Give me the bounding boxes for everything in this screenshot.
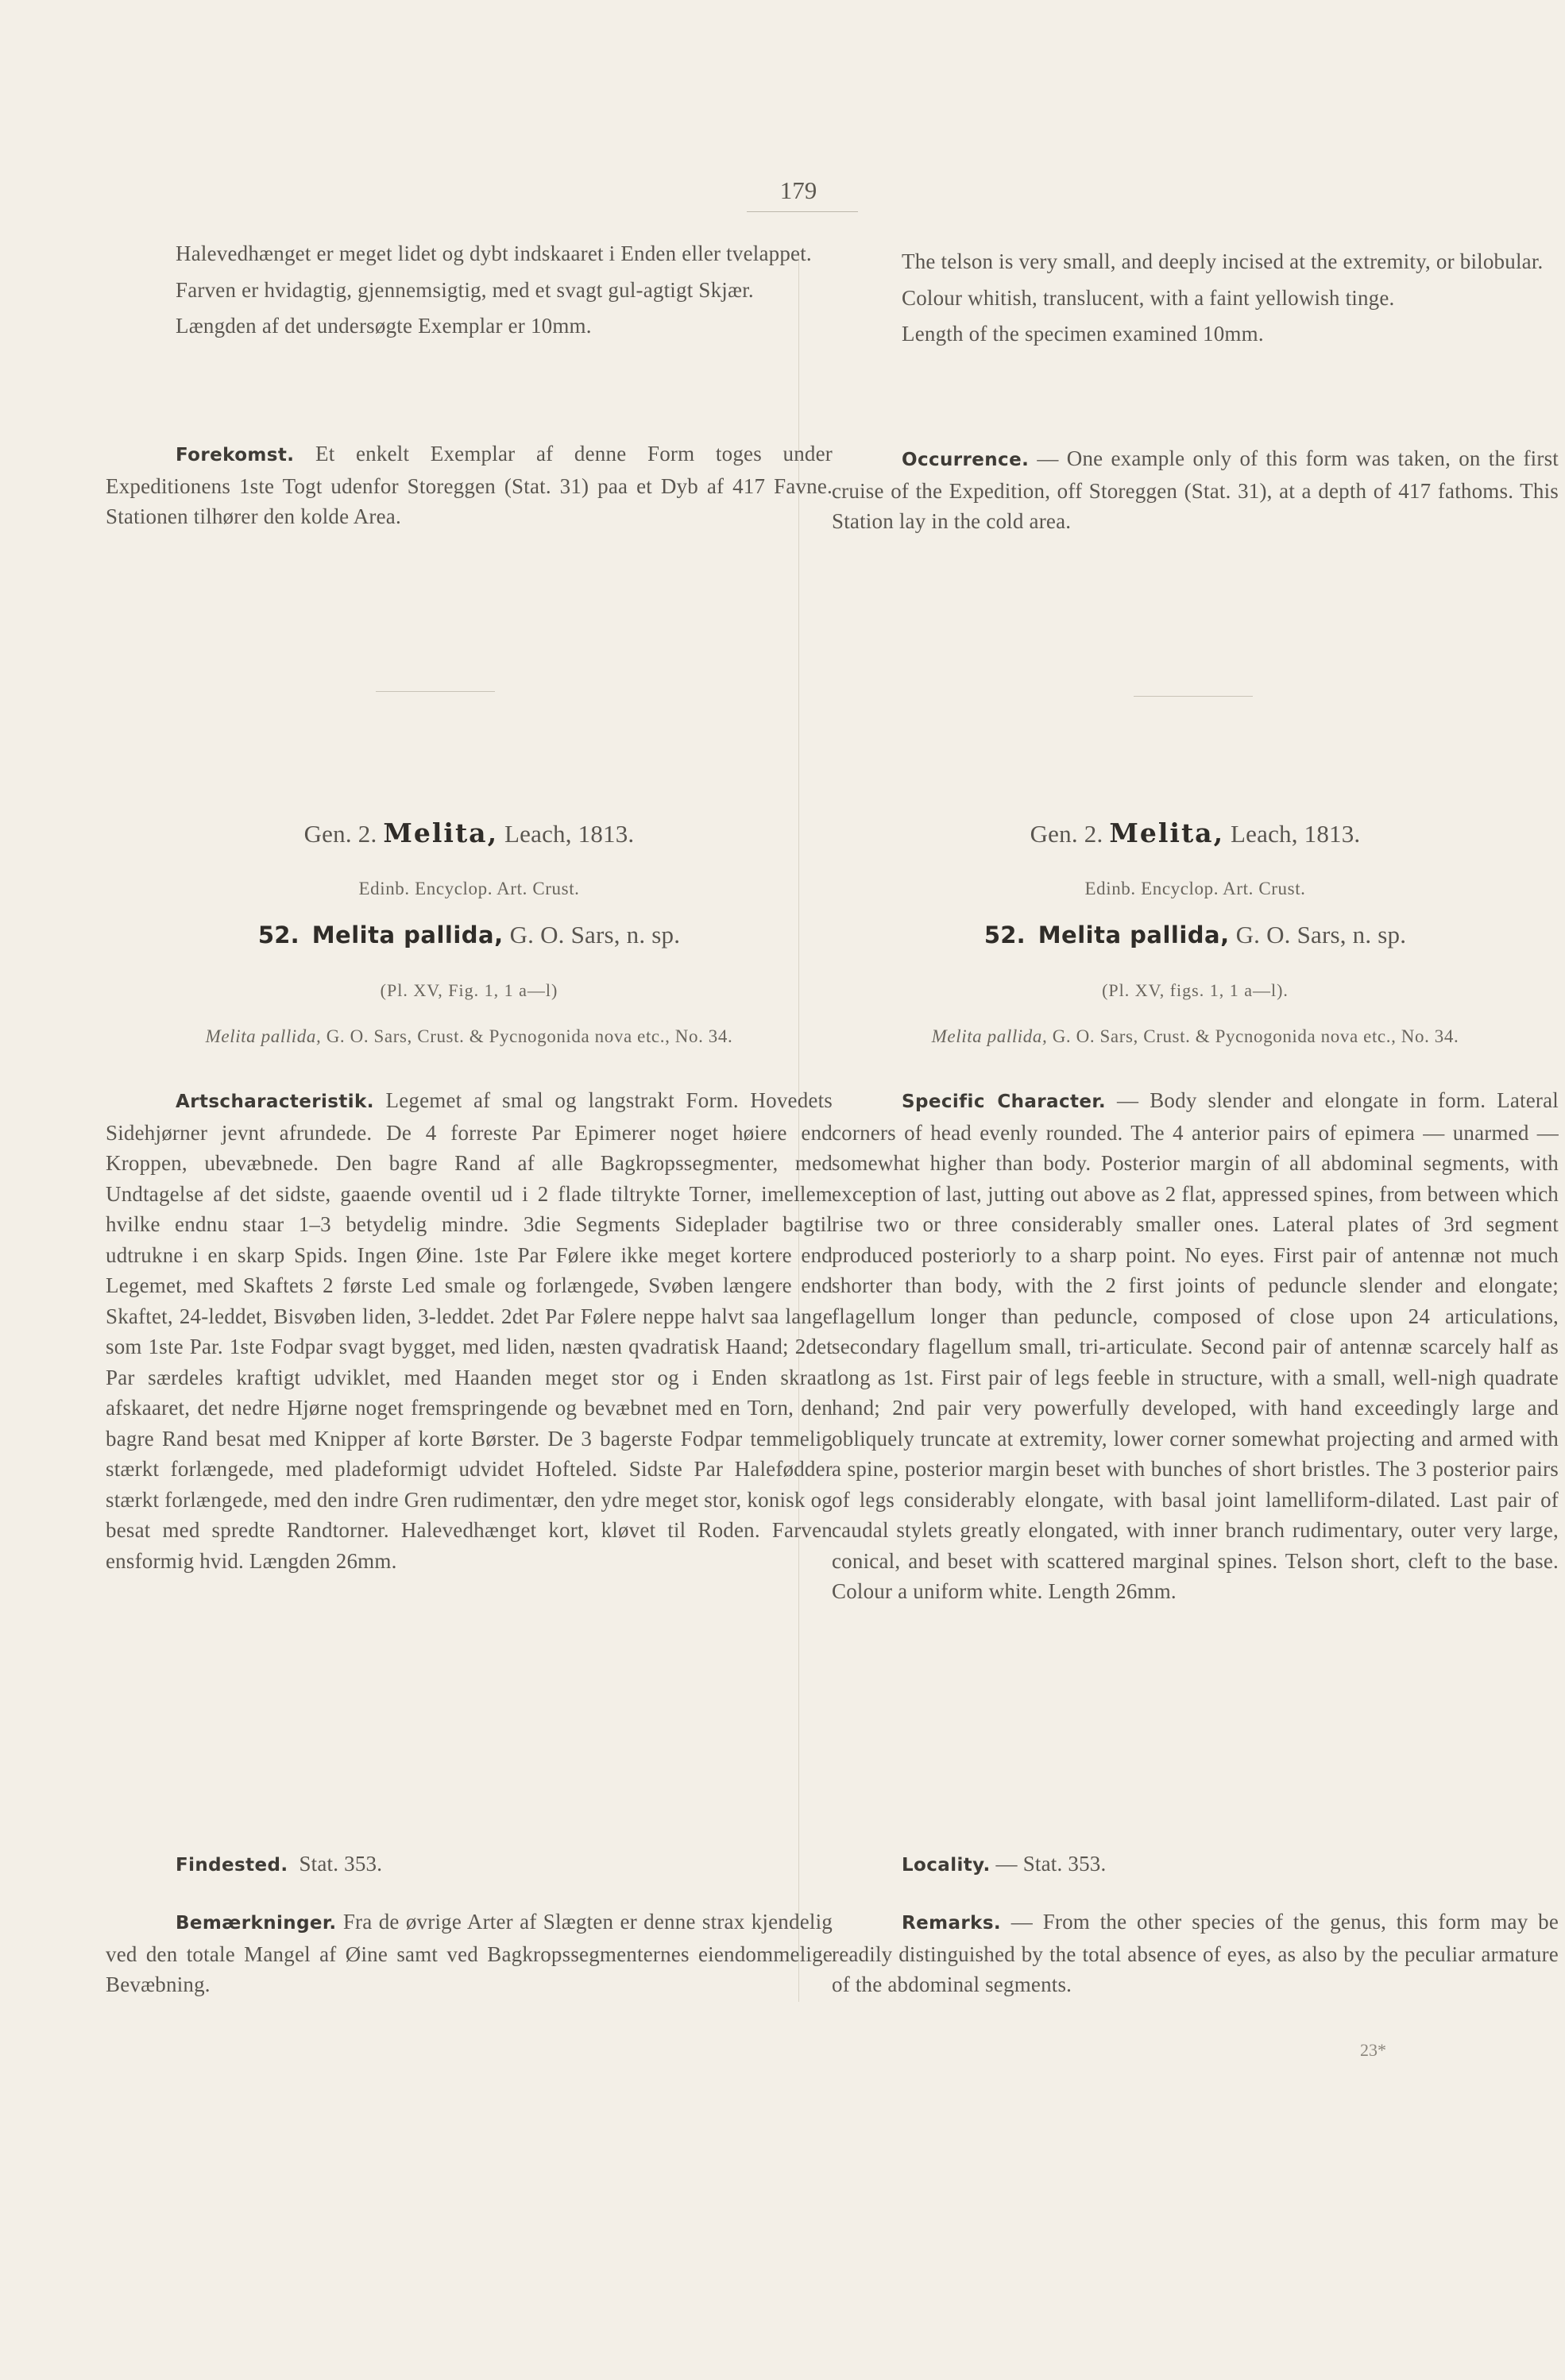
right-locality-text: — Stat. 353. <box>995 1852 1107 1876</box>
right-character-label: Specific Character. <box>902 1091 1106 1112</box>
page-number: 179 <box>779 176 817 204</box>
left-occurrence-label: Forekomst. <box>176 445 295 466</box>
left-section-rule <box>376 691 495 692</box>
right-locality-label: Locality. <box>902 1855 991 1876</box>
right-genus-author: Leach, 1813. <box>1231 820 1361 848</box>
right-synonym-name: Melita pallida, <box>931 1026 1048 1046</box>
left-species-heading <box>106 920 833 951</box>
left-genus-name: Melita, <box>383 817 499 848</box>
right-synonym-line <box>832 1022 1559 1053</box>
left-remarks-label: Bemærkninger. <box>176 1913 337 1934</box>
right-occurrence-paragraph <box>832 443 1559 537</box>
right-occurrence-text: — One example only of this form was taken, on the first cruise of the Expedition, off Storeggen (Stat. 31), at a depth of 417 fathoms. This Station lay in the cold area. <box>832 446 1559 533</box>
left-locality-label: Findested. <box>176 1855 288 1876</box>
right-remarks-label: Remarks. <box>902 1913 1002 1934</box>
left-synonym-line <box>106 1022 833 1053</box>
right-character-text: — Body slender and elongate in form. Lateral corners of head evenly rounded. The 4 anterior pairs of epimera — unarmed — somewhat higher than body. Posterior margin of all abdominal segments, with exception of last, jutting out above as 2 flat, appressed spines, from between which rise two or three considerably smaller ones. Lateral plates of 3rd segment produced posteriorly to a sharp point. No eyes. First pair of antennæ not much shorter than body, with the 2 first joints of peduncle slender and elongate; flagellum longer than peduncle, composed of close upon 24 articulations, secondary flagellum small, tri-articulate. Second pair of antennæ scarcely half as long as 1st. First pair of legs feeble in structure, with a small, well-nigh quadrate hand; 2nd pair very powerfully developed, with hand exceedingly large and obliquely truncate at extremity, lower corner somewhat projecting and armed with a spine, posterior margin beset with bunches of short bristles. The 3 posterior pairs of legs considerably elongate, with basal joint lamelliform-dilated. Last pair of caudal stylets greatly elongated, with inner branch rudimentary, outer very large, conical, and beset with scattered marginal spines. Telson short, cleft to the base. Colour a uniform white. Length 26mm. <box>832 1088 1559 1603</box>
left-character-text: Legemet af smal og langstrakt Form. Hovedets Sidehjørner jevnt afrundede. De 4 forreste Par Epimerer noget høiere end Kroppen, ubevæbnede. Den bagre Rand af alle Bagkropssegmenter, med Undtagelse af det sidste, gaaende oventil ud i 2 flade tiltrykte Torner, imellem hvilke endnu staar 1–3 betydelig mindre. 3die Segments Sideplader bagtil udtrukne i en skarp Spids. Ingen Øine. 1ste Par Følere ikke meget kortere end Legemet, med Skaftets 2 første Led smale og forlængede, Svøben længere end Skaftet, 24-leddet, Bisvøben liden, 3-leddet. 2det Par Følere neppe halvt saa lange som 1ste Par. 1ste Fodpar svagt bygget, med liden, næsten qvadratisk Haand; 2det Par særdeles kraftigt udviklet, med Haanden meget stor og i Enden skraat afskaaret, det nedre Hjørne noget fremspringende og bevæbnet med en Torn, den bagre Rand besat med Knipper af korte Børster. De 3 bagerste Fodpar temmelig stærkt forlængede, med pladeformigt udvidet Hofteled. Sidste Par Halefødder stærkt forlængede, med den indre Gren rudimentær, den ydre meget stor, konisk og besat med spredte Randtorner. Halevedhænget kort, kløvet til Roden. Farven ensformig hvid. Længden 26mm. <box>106 1088 833 1573</box>
right-telson-paragraph: The telson is very small, and deeply incised at the extremity, or bilobular. <box>902 249 1544 273</box>
right-genus-prefix: Gen. 2. <box>1030 820 1103 848</box>
right-colour-paragraph: Colour whitish, translucent, with a faint yellowish tinge. <box>902 285 1395 310</box>
right-column <box>832 238 1559 2065</box>
left-plate-reference: (Pl. XV, Fig. 1, 1 a—l) <box>380 980 558 1000</box>
left-synonym-citation: G. O. Sars, Crust. & Pycnogonida nova etc., No. 34. <box>326 1026 733 1046</box>
right-synonym-citation: G. O. Sars, Crust. & Pycnogonida nova etc., No. 34. <box>1052 1026 1459 1046</box>
left-locality-text: Stat. 353. <box>299 1852 383 1876</box>
right-length-paragraph: Length of the specimen examined 10mm. <box>902 322 1264 346</box>
right-remarks-paragraph <box>832 1907 1559 2000</box>
right-locality-paragraph <box>832 1849 1559 1881</box>
left-telson-paragraph: Halevedhænget er meget lidet og dybt indskaaret i Enden eller tvelappet. <box>176 241 812 265</box>
right-plate-reference: (Pl. XV, figs. 1, 1 a—l). <box>1102 980 1289 1000</box>
left-remarks-paragraph <box>106 1907 833 2000</box>
right-section-rule <box>1134 696 1253 697</box>
left-locality-paragraph <box>106 1849 833 1881</box>
left-genus-heading <box>106 818 833 850</box>
right-species-author: G. O. Sars, n. sp. <box>1235 921 1407 949</box>
left-occurrence-text: Et enkelt Exemplar af denne Form toges under Expeditionens 1ste Togt udenfor Storeggen (Stat. 31) paa et Dyb af 417 Favne. Stationen tilhører den kolde Area. <box>106 442 833 528</box>
page-number-rule <box>747 211 858 212</box>
right-remarks-text: — From the other species of the genus, this form may be readily distinguished by the total absence of eyes, as also by the peculiar armature of the abdominal segments. <box>832 1910 1559 1996</box>
left-genus-author: Leach, 1813. <box>504 820 635 848</box>
left-synonym-name: Melita pallida, <box>205 1026 322 1046</box>
left-species-author: G. O. Sars, n. sp. <box>509 921 681 949</box>
right-species-number: 52. <box>983 921 1026 949</box>
left-character-label: Artscharacteristik. <box>176 1091 374 1112</box>
left-genus-prefix: Gen. 2. <box>303 820 377 848</box>
left-column <box>106 238 833 2065</box>
right-occurrence-label: Occurrence. <box>902 450 1030 470</box>
right-species-heading <box>832 920 1559 951</box>
right-character-paragraph <box>832 1085 1559 1607</box>
left-genus-reference: Edinb. Encyclop. Art. Crust. <box>358 879 580 898</box>
left-occurrence-paragraph <box>106 439 833 532</box>
left-species-name: Melita pallida, <box>311 921 504 949</box>
left-character-paragraph <box>106 1085 833 1576</box>
signature-mark: 23* <box>1360 2040 1386 2060</box>
left-length-paragraph: Længden af det undersøgte Exemplar er 10mm. <box>176 314 592 338</box>
left-colour-paragraph: Farven er hvidagtig, gjennemsigtig, med et svagt gul-agtigt Skjær. <box>176 277 754 302</box>
left-remarks-text: Fra de øvrige Arter af Slægten er denne strax kjendelig ved den totale Mangel af Øine samt ved Bagkropssegmenternes eiendommelige Bevæbning. <box>106 1910 833 1996</box>
right-species-name: Melita pallida, <box>1038 921 1230 949</box>
right-genus-reference: Edinb. Encyclop. Art. Crust. <box>1084 879 1306 898</box>
right-genus-name: Melita, <box>1109 817 1225 848</box>
left-species-number: 52. <box>257 921 299 949</box>
right-genus-heading <box>832 818 1559 850</box>
